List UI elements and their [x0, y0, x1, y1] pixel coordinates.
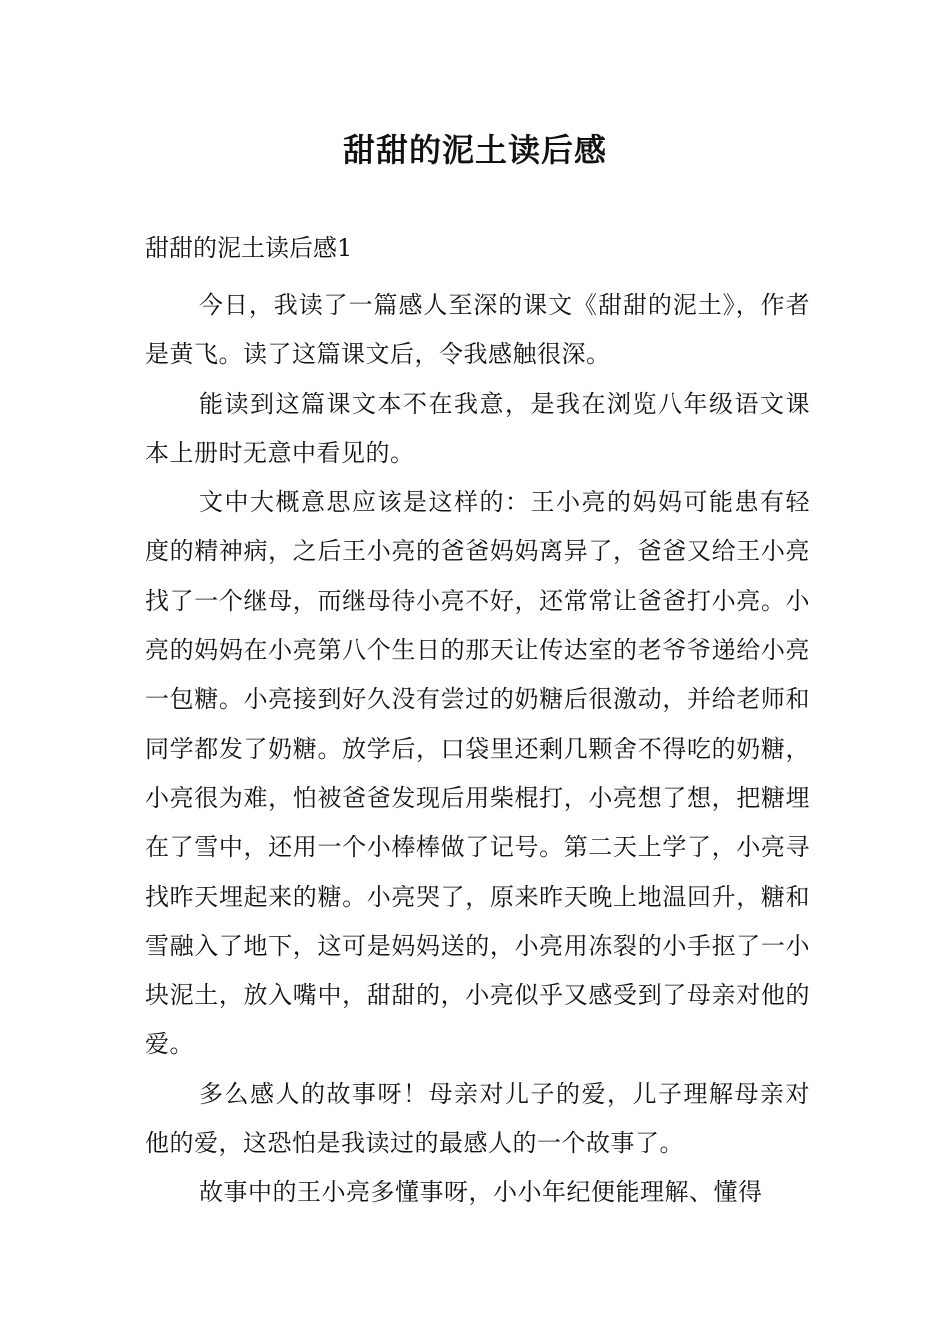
document-body — [145, 232, 810, 1218]
paragraph: 故事中的王小亮多懂事呀，小小年纪便能理解、懂得 — [199, 1178, 763, 1207]
paragraph: 文中大概意思应该是这样的：王小亮的妈妈可能患有轻度的精神病，之后王小亮的爸爸妈妈离异了，爸爸又给王小亮找了一个继母，而继母待小亮不好，还常常让爸爸打小亮。小亮的妈妈在小亮第八个生日的那天让传达室的老爷爷递给小亮一包糖。小亮接到好久没有尝过的奶糖后很激动，并给老师和同学都发了奶糖。放学后，口袋里还剩几颗舍不得吃的奶糖，小亮很为难，怕被爸爸发现后用柴棍打，小亮想了想，把糖埋在了雪中，还用一个小棒棒做了记号。第二天上学了，小亮寻找昨天埋起来的糖。小亮哭了，原来昨天晚上地温回升，糖和雪融入了地下，这可是妈妈送的，小亮用冻裂的小手抠了一小块泥土，放入嘴中，甜甜的，小亮似乎又感受到了母亲对他的爱。 — [145, 488, 810, 1059]
section-heading: 甜甜的泥土读后感1 — [145, 234, 353, 262]
paragraph: 能读到这篇课文本不在我意，是我在浏览八年级语文课本上册时无意中看见的。 — [145, 389, 810, 467]
paragraph: 今日，我读了一篇感人至深的课文《甜甜的泥土》，作者是黄飞。读了这篇课文后，令我感触很深。 — [145, 291, 810, 369]
paragraph: 多么感人的故事呀！母亲对儿子的爱，儿子理解母亲对他的爱，这恐怕是我读过的最感人的一个故事了。 — [145, 1079, 810, 1158]
document-title: 甜甜的泥土读后感 — [342, 131, 607, 169]
